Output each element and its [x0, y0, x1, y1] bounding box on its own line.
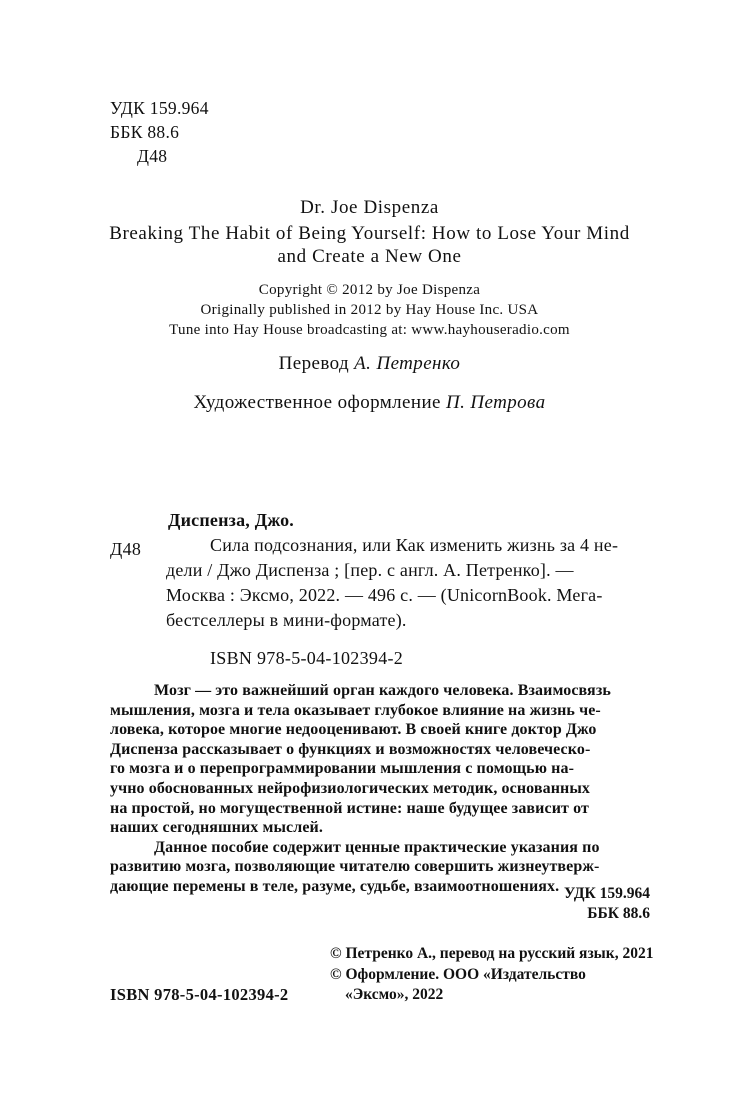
- translation-label: Перевод: [278, 353, 350, 374]
- footer-copyright-block: [330, 944, 660, 1006]
- catalog-card: [166, 508, 656, 633]
- d48-code-top: Д48: [137, 146, 168, 166]
- annotation-paragraph-2: Данное пособие содержит ценные практические указания по развитию мозга, позволяющие читателю совершить жизнеутверж- дающие перемены в теле, разуме, судьбе, взаимоотношениях.: [110, 838, 600, 895]
- isbn-middle: ISBN 978-5-04-102394-2: [210, 648, 404, 668]
- original-title: Breaking The Habit of Being Yourself: How to Lose Your Mind and Create a New One: [109, 223, 630, 267]
- bbk-code-top: ББК 88.6: [110, 122, 180, 142]
- catalog-card-code: Д48: [110, 539, 142, 559]
- catalog-author-heading: Диспенза, Джо.: [168, 510, 294, 530]
- annotation-block: [110, 681, 670, 897]
- udk-code-top: УДК 159.964: [110, 98, 209, 118]
- catalog-codes-right: [420, 884, 650, 924]
- original-copyright-block: Copyright © 2012 by Joe Dispenza Originally published in 2012 by Hay House Inc. USA Tune into Hay House broadcasting at: www.hayhouseradio.com: [169, 282, 570, 338]
- bbk-code-right: ББК 88.6: [587, 905, 650, 922]
- original-edition-header: [0, 196, 739, 414]
- copyright-design-line2: «Эксмо», 2022: [345, 986, 444, 1003]
- design-credit: [0, 392, 739, 414]
- annotation-paragraph-1: Мозг — это важнейший орган каждого человека. Взаимосвязь мышления, мозга и тела оказывает глубокое влияние на жизнь че- ловека, которое многие недооценивают. В своей книге доктор Джо Диспенза рассказывает о функциях и возможностях человеческо- го мозга и о перепрограммировании мышления с помощью на- учно обоснованных нейрофизиологических методик, основанных на простой, но могущественной истине: наше будущее зависит от наших сегодняшних мыслей.: [110, 682, 611, 837]
- copyright-design-line1: © Оформление. ООО «Издательство: [330, 965, 586, 983]
- udk-code-right: УДК 159.964: [564, 885, 650, 902]
- translator-name: А. Петренко: [354, 353, 461, 374]
- translation-credit: [0, 353, 739, 375]
- designer-name: П. Петрова: [446, 392, 546, 413]
- catalog-entry: Сила подсознания, или Как изменить жизнь за 4 не- дели / Джо Диспенза ; [пер. с англ. А. Петренко]. — Москва : Эксмо, 2022. — 496 с. — (UnicornBook. Мега- бестселлеры в мини-формате).: [166, 535, 619, 630]
- original-author: Dr. Joe Dispenza: [300, 197, 439, 218]
- top-catalog-codes: [110, 96, 209, 168]
- isbn-footer: ISBN 978-5-04-102394-2: [110, 985, 289, 1004]
- design-label: Художественное оформление: [193, 392, 441, 413]
- copyright-translation: © Петренко А., перевод на русский язык, 2021: [330, 945, 654, 962]
